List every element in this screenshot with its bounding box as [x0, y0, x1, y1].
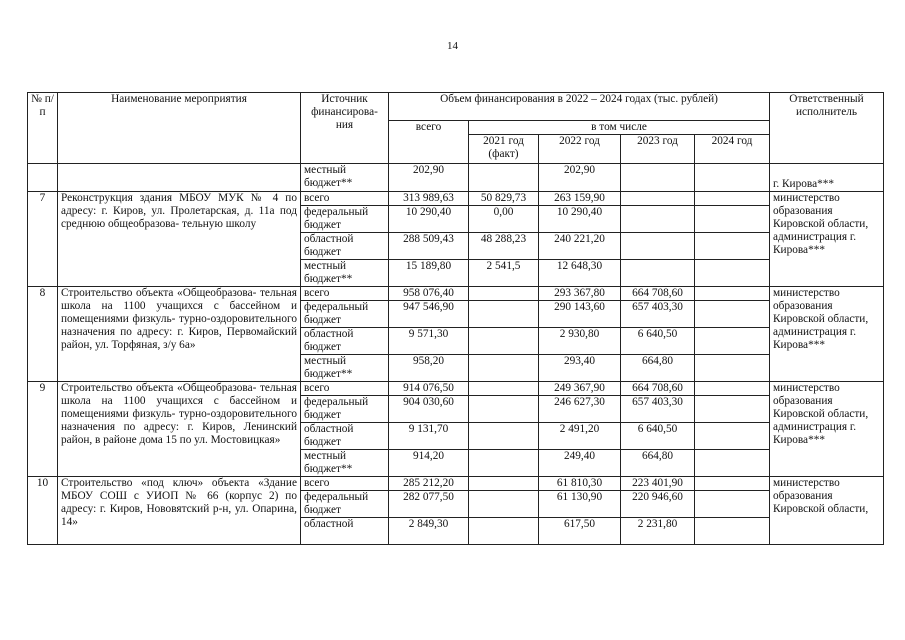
amount-y2024 — [695, 355, 770, 382]
header-volume: Объем финансирования в 2022 – 2024 годах (тыс. рублей) — [389, 93, 770, 121]
amount-y2021: 50 829,73 — [469, 192, 539, 206]
amount-y2024 — [695, 287, 770, 301]
row-number: 10 — [28, 477, 58, 545]
amount-y2022: 10 290,40 — [539, 206, 621, 233]
amount-total: 288 509,43 — [389, 233, 469, 260]
amount-total: 9 131,70 — [389, 423, 469, 450]
cont-2023 — [621, 164, 695, 192]
responsible-executor: министерство образования Кировской области, администрация г. Кирова*** — [770, 382, 884, 477]
amount-total: 313 989,63 — [389, 192, 469, 206]
header-2023: 2023 год — [621, 135, 695, 164]
amount-total: 282 077,50 — [389, 491, 469, 518]
amount-total: 947 546,90 — [389, 301, 469, 328]
amount-y2022: 290 143,60 — [539, 301, 621, 328]
amount-total: 15 189,80 — [389, 260, 469, 287]
amount-y2024 — [695, 450, 770, 477]
amount-y2022: 617,50 — [539, 518, 621, 545]
amount-y2023: 223 401,90 — [621, 477, 695, 491]
amount-y2022: 12 648,30 — [539, 260, 621, 287]
table-row — [28, 382, 884, 396]
amount-y2024 — [695, 518, 770, 545]
responsible-executor: министерство образования Кировской области, администрация г. Кирова*** — [770, 192, 884, 287]
row-number: 7 — [28, 192, 58, 287]
funding-source: областной бюджет — [301, 233, 389, 260]
page-number: 14 — [447, 40, 458, 52]
funding-source: всего — [301, 477, 389, 491]
amount-y2022: 293 367,80 — [539, 287, 621, 301]
amount-y2021 — [469, 287, 539, 301]
amount-total: 914 076,50 — [389, 382, 469, 396]
amount-y2024 — [695, 491, 770, 518]
amount-y2023: 220 946,60 — [621, 491, 695, 518]
amount-total: 904 030,60 — [389, 396, 469, 423]
amount-y2024 — [695, 206, 770, 233]
amount-y2023 — [621, 260, 695, 287]
funding-source: местный бюджет** — [301, 260, 389, 287]
amount-y2023: 2 231,80 — [621, 518, 695, 545]
amount-y2023: 664,80 — [621, 450, 695, 477]
amount-y2022: 293,40 — [539, 355, 621, 382]
amount-y2022: 249,40 — [539, 450, 621, 477]
cont-source: местный бюджет** — [301, 164, 389, 192]
amount-y2024 — [695, 233, 770, 260]
header-2022: 2022 год — [539, 135, 621, 164]
amount-y2024 — [695, 396, 770, 423]
amount-y2021: 48 288,23 — [469, 233, 539, 260]
amount-y2021 — [469, 423, 539, 450]
amount-y2021 — [469, 355, 539, 382]
header-2021: 2021 год (факт) — [469, 135, 539, 164]
cont-2021 — [469, 164, 539, 192]
funding-source: областной бюджет — [301, 423, 389, 450]
project-name: Реконструкция здания МБОУ МУК № 4 по адресу: г. Киров, ул. Пролетарская, д. 11а под среднюю общеобразова- тельную школу — [58, 192, 301, 287]
amount-y2021 — [469, 491, 539, 518]
amount-y2024 — [695, 192, 770, 206]
amount-total: 10 290,40 — [389, 206, 469, 233]
cont-name — [58, 164, 301, 192]
table-row — [28, 287, 884, 301]
amount-total: 9 571,30 — [389, 328, 469, 355]
amount-total: 914,20 — [389, 450, 469, 477]
project-name: Строительство объекта «Общеобразова- тельная школа на 1100 учащихся с бассейном и помещениями физкуль- турно-оздоровительного назначения по адресу: г. Киров, Ленинский район, в районе дома 15 по ул. Мостовицкая» — [58, 382, 301, 477]
continuation-row — [28, 164, 884, 192]
amount-total: 958,20 — [389, 355, 469, 382]
header-including: в том числе — [469, 121, 770, 135]
header-source: Источник финансирова- ния — [301, 93, 389, 164]
header-2024: 2024 год — [695, 135, 770, 164]
funding-source: федеральный бюджет — [301, 206, 389, 233]
amount-y2021 — [469, 328, 539, 355]
amount-total: 285 212,20 — [389, 477, 469, 491]
funding-source: федеральный бюджет — [301, 396, 389, 423]
cont-total: 202,90 — [389, 164, 469, 192]
funding-source: всего — [301, 192, 389, 206]
header-num: № п/п — [28, 93, 58, 164]
header-responsible: Ответственный исполнитель — [770, 93, 884, 164]
amount-y2022: 61 810,30 — [539, 477, 621, 491]
amount-y2023 — [621, 192, 695, 206]
amount-y2022: 249 367,90 — [539, 382, 621, 396]
responsible-executor: министерство образования Кировской области, — [770, 477, 884, 545]
amount-y2023: 664,80 — [621, 355, 695, 382]
funding-source: местный бюджет** — [301, 355, 389, 382]
amount-y2024 — [695, 477, 770, 491]
project-name: Строительство объекта «Общеобразова- тельная школа на 1100 учащихся с бассейном и помещениями физкуль- турно-оздоровительного назначения по адресу: г. Киров, Первомайский район, ул. Торфяная, з/у 6а» — [58, 287, 301, 382]
financing-table — [27, 92, 884, 545]
funding-source: местный бюджет** — [301, 450, 389, 477]
project-name: Строительство «под ключ» объекта «Здание МБОУ СОШ с УИОП № 66 (корпус 2) по адресу: г. Киров, Нововятский р-н, ул. Опарина, 14» — [58, 477, 301, 545]
amount-y2022: 2 930,80 — [539, 328, 621, 355]
cont-2024 — [695, 164, 770, 192]
amount-y2021: 2 541,5 — [469, 260, 539, 287]
cont-2022: 202,90 — [539, 164, 621, 192]
amount-y2023: 657 403,30 — [621, 396, 695, 423]
amount-y2022: 246 627,30 — [539, 396, 621, 423]
amount-y2021 — [469, 301, 539, 328]
amount-y2023: 6 640,50 — [621, 423, 695, 450]
table-row — [28, 477, 884, 491]
amount-y2024 — [695, 301, 770, 328]
cont-num — [28, 164, 58, 192]
amount-y2022: 263 159,90 — [539, 192, 621, 206]
amount-y2023: 664 708,60 — [621, 287, 695, 301]
amount-y2022: 2 491,20 — [539, 423, 621, 450]
amount-y2021: 0,00 — [469, 206, 539, 233]
amount-y2021 — [469, 518, 539, 545]
row-number: 9 — [28, 382, 58, 477]
amount-y2023 — [621, 206, 695, 233]
amount-y2023: 664 708,60 — [621, 382, 695, 396]
header-total: всего — [389, 121, 469, 164]
funding-source: областной бюджет — [301, 328, 389, 355]
amount-y2021 — [469, 477, 539, 491]
cont-responsible: г. Кирова*** — [770, 164, 884, 192]
header-name: Наименование мероприятия — [58, 93, 301, 164]
funding-source: федеральный бюджет — [301, 491, 389, 518]
table-row — [28, 192, 884, 206]
amount-y2023: 657 403,30 — [621, 301, 695, 328]
amount-y2021 — [469, 396, 539, 423]
amount-y2023: 6 640,50 — [621, 328, 695, 355]
amount-y2022: 61 130,90 — [539, 491, 621, 518]
row-number: 8 — [28, 287, 58, 382]
amount-y2021 — [469, 382, 539, 396]
amount-y2021 — [469, 450, 539, 477]
header-row-1 — [28, 93, 884, 121]
responsible-executor: министерство образования Кировской области, администрация г. Кирова*** — [770, 287, 884, 382]
funding-source: всего — [301, 382, 389, 396]
amount-total: 958 076,40 — [389, 287, 469, 301]
amount-y2023 — [621, 233, 695, 260]
amount-y2024 — [695, 328, 770, 355]
funding-source: областной — [301, 518, 389, 545]
amount-y2022: 240 221,20 — [539, 233, 621, 260]
funding-source: федеральный бюджет — [301, 301, 389, 328]
amount-total: 2 849,30 — [389, 518, 469, 545]
amount-y2024 — [695, 423, 770, 450]
amount-y2024 — [695, 382, 770, 396]
amount-y2024 — [695, 260, 770, 287]
funding-source: всего — [301, 287, 389, 301]
